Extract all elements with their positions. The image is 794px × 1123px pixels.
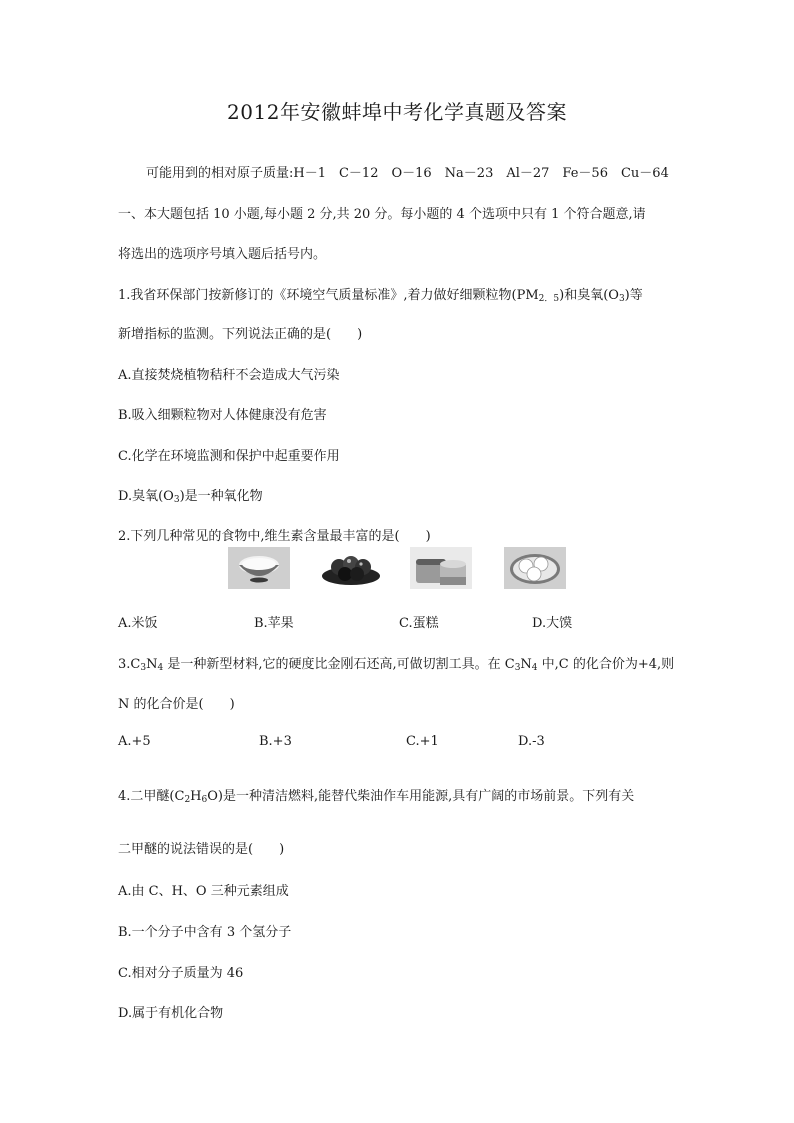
page-title: 2012年安徽蚌埠中考化学真题及答案 (227, 100, 567, 124)
question-4-option-a: A.由 C、H、O 三种元素组成 (118, 884, 289, 899)
question-2-option-b: B.苹果 (254, 616, 294, 631)
question-1-option-d: D.臭氧$(O_3)$是一种氧化物 (118, 489, 263, 505)
question-2-option-d: D.大馍 (532, 616, 573, 631)
question-3-option-d: D.-3 (518, 734, 545, 749)
cake-image (410, 547, 472, 589)
question-1-option-c: C.化学在环境监测和保护中起重要作用 (118, 449, 340, 464)
apple-plate-image (320, 547, 382, 589)
question-4-stem-line1: 4.二甲醚$(C_2H_6O)$是一种清洁燃料,能替代柴油作车用能源,具有广阔的市场前景。下列有关 (118, 789, 635, 805)
question-2-stem: 2.下列几种常见的食物中,维生素含量最丰富的是( ) (118, 529, 431, 544)
question-2-option-a: A.米饭 (118, 616, 158, 631)
question-3-stem-line1: $3.C_3N_4$ 是一种新型材料,它的硬度比金刚石还高,可做切割工具。在 $C_3N_4$ 中,C 的化合价为+4,则 (118, 657, 675, 673)
rice-bowl-image (228, 547, 290, 589)
food-images-row (228, 547, 588, 589)
question-3-option-c: C.+1 (406, 734, 439, 749)
question-1-option-b: B.吸入细颗粒物对人体健康没有危害 (118, 408, 327, 423)
section-instructions-line1: 一、本大题包括 10 小题,每小题 2 分,共 20 分。每小题的 4 个选项中只有 1 个符合题意,请 (118, 207, 646, 222)
question-3-option-a: A.+5 (118, 734, 151, 749)
question-4-stem-line2: 二甲醚的说法错误的是( ) (118, 842, 285, 857)
question-3-stem-line2: N 的化合价是( ) (118, 697, 235, 712)
question-3-options (118, 734, 678, 754)
steamed-bun-image (504, 547, 566, 589)
question-3-option-b: B.+3 (259, 734, 292, 749)
atomic-masses-note: 可能用到的相对原子质量:H－1 C－12 O－16 Na－23 Al－27 Fe－56 Cu－64 (146, 166, 669, 181)
question-4-option-d: D.属于有机化合物 (118, 1006, 224, 1021)
question-4-option-c: C.相对分子质量为 46 (118, 966, 244, 981)
question-1-stem-line1: 1.我省环保部门按新修订的《环境空气质量标准》,着力做好细颗粒物$(PM_{2.5})$和臭氧$(O_3)$等 (118, 288, 643, 304)
question-4-option-b: B.一个分子中含有 3 个氢分子 (118, 925, 292, 940)
question-2-options (118, 612, 678, 632)
question-2-option-c: C.蛋糕 (399, 616, 439, 631)
question-1-stem-line2: 新增指标的监测。下列说法正确的是( ) (118, 327, 363, 342)
question-1-option-a: A.直接焚烧植物秸秆不会造成大气污染 (118, 368, 340, 383)
section-instructions-line2: 将选出的选项序号填入题后括号内。 (118, 247, 327, 262)
